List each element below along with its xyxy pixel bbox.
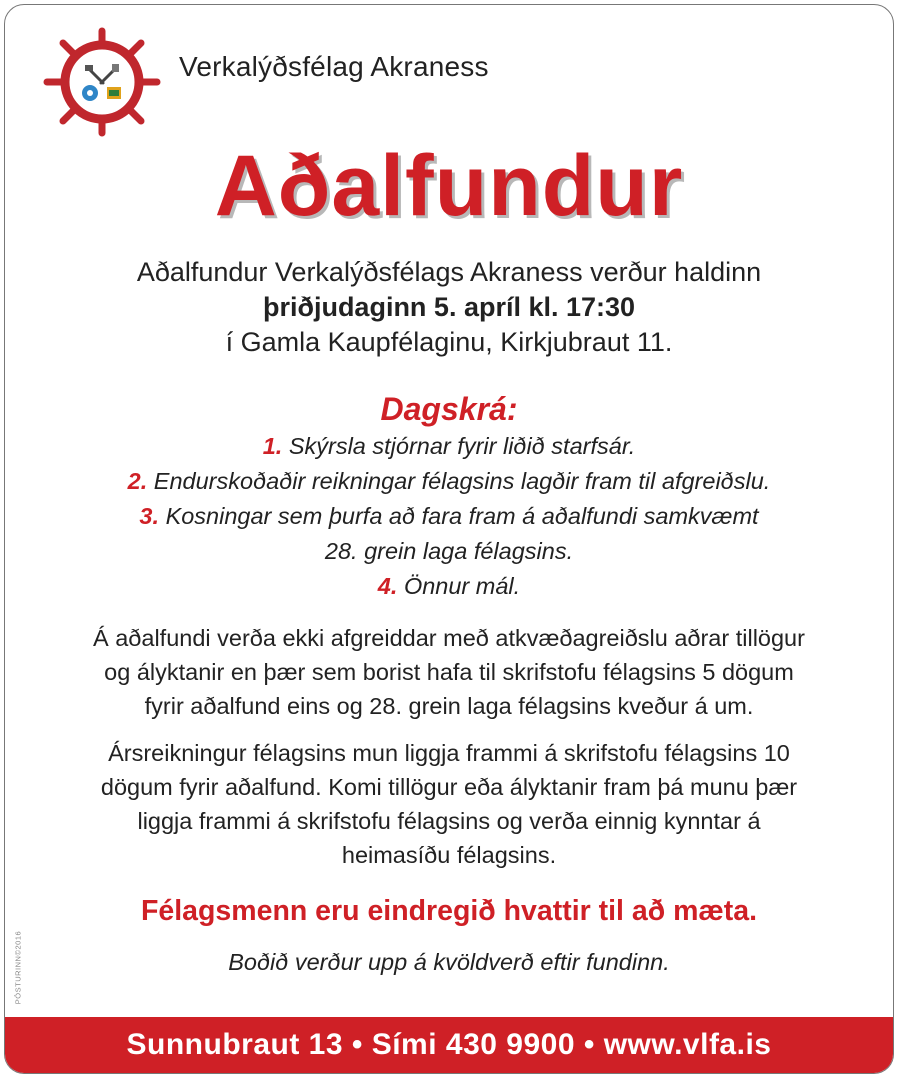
list-item xyxy=(5,499,893,534)
agenda-number: 4. xyxy=(377,573,398,599)
meeting-date: þriðjudaginn 5. apríl kl. 17:30 xyxy=(262,292,636,322)
meeting-location: í Gamla Kaupfélaginu, Kirkjubraut 11. xyxy=(225,327,673,357)
paragraph-line: heimasíðu félagsins. xyxy=(341,842,557,868)
publisher-credit: PÓSTURINN©2016 xyxy=(13,930,23,1005)
paragraph-line: liggja frammi á skrifstofu félagsins og verða einnig kynntar á xyxy=(137,808,761,834)
paragraph-line: Ársreikningur félagsins mun liggja frammi á skrifstofu félagsins 10 xyxy=(108,740,790,766)
list-item xyxy=(5,569,893,604)
dinner-note: Boðið verður upp á kvöldverð eftir fundinn. xyxy=(228,949,670,975)
ship-wheel-logo-icon xyxy=(41,27,163,137)
list-item xyxy=(5,429,893,464)
agenda-title: Dagskrá: xyxy=(380,391,518,427)
list-item-continuation: 28. grein laga félagsins. xyxy=(324,538,574,564)
agenda-number: 1. xyxy=(262,433,283,459)
meeting-intro xyxy=(5,255,893,360)
organization-name: Verkalýðsfélag Akraness xyxy=(179,51,489,82)
agenda-text: Endurskoðaðir reikningar félagsins lagðir fram til afgreiðslu. xyxy=(153,468,771,494)
agenda-number: 2. xyxy=(127,468,148,494)
agenda-text: Kosningar sem þurfa að fara fram á aðalfundi samkvæmt xyxy=(165,503,759,529)
call-to-action: Félagsmenn eru eindregið hvattir til að mæta. xyxy=(140,895,758,927)
paragraph-line: og ályktanir en þær sem borist hafa til skrifstofu félagsins 5 dögum xyxy=(104,659,794,685)
intro-line: Aðalfundur Verkalýðsfélags Akraness verður haldinn xyxy=(136,257,762,287)
agenda-text: Önnur mál. xyxy=(403,573,521,599)
advertisement xyxy=(4,4,894,1074)
agenda-number: 3. xyxy=(139,503,160,529)
accounts-paragraph xyxy=(5,736,893,872)
paragraph-line: Á aðalfundi verða ekki afgreiddar með atkvæðagreiðslu aðrar tillögur xyxy=(93,625,805,651)
list-item xyxy=(5,464,893,499)
paragraph-line: dögum fyrir aðalfund. Komi tillögur eða ályktanir fram þá munu þær xyxy=(100,774,798,800)
motions-paragraph xyxy=(5,621,893,723)
paragraph-line: fyrir aðalfund eins og 28. grein laga félagsins kveður á um. xyxy=(144,693,754,719)
agenda-text: Skýrsla stjórnar fyrir liðið starfsár. xyxy=(288,433,636,459)
contact-footer: Sunnubraut 13 • Sími 430 9900 • www.vlfa.is xyxy=(5,1017,893,1073)
agenda-list xyxy=(5,429,893,604)
page-title: Aðalfundur xyxy=(214,138,684,234)
